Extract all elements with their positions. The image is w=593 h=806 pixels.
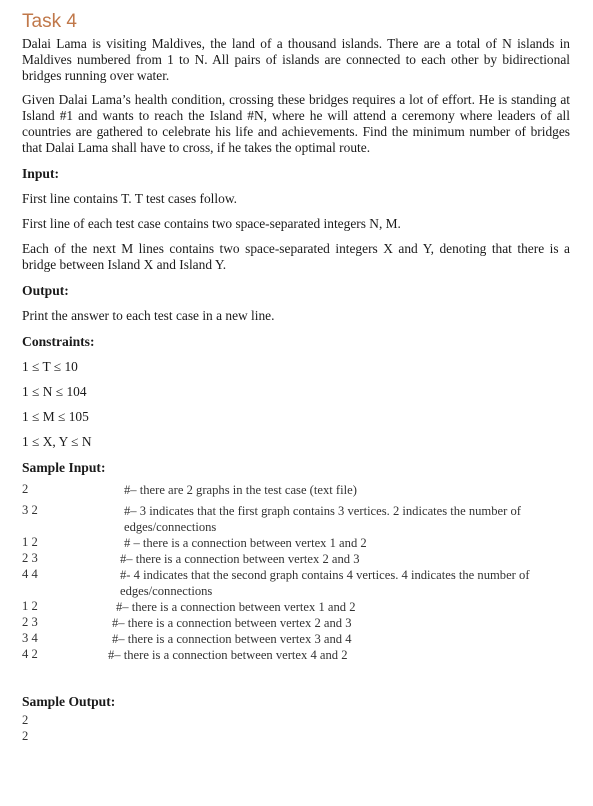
sample-input-comment: #– 3 indicates that the first graph contains 3 vertices. 2 indicates the number of edges/connections xyxy=(124,504,521,534)
sample-input-comment: #– there are 2 graphs in the test case (text file) xyxy=(124,483,357,497)
sample-input-value: 3 4 xyxy=(22,631,38,645)
input-line-2: First line of each test case contains two space-separated integers N, M. xyxy=(22,216,401,231)
sample-output-value: 2 xyxy=(22,729,29,743)
sample-input-comment: # – there is a connection between vertex 1 and 2 xyxy=(124,536,367,550)
constraint-t: 1 ≤ T ≤ 10 xyxy=(22,359,78,374)
sample-input-value: 2 xyxy=(22,482,29,496)
sample-input-value: 1 2 xyxy=(22,599,38,613)
sample-output-value: 2 xyxy=(22,713,29,727)
input-line-3: Each of the next M lines contains two space-separated integers X and Y, denoting that there is a bridge between Island X and Island Y. xyxy=(22,241,570,272)
sample-output-heading: Sample Output: xyxy=(22,694,116,709)
sample-input-comment: #– there is a connection between vertex 2 and 3 xyxy=(112,616,352,630)
sample-input-value: 4 2 xyxy=(22,647,38,661)
constraints-heading: Constraints: xyxy=(22,334,95,349)
output-heading: Output: xyxy=(22,283,69,298)
sample-output-block xyxy=(22,712,570,744)
input-line-1: First line contains T. T test cases follow. xyxy=(22,191,237,206)
sample-input-comment: #– there is a connection between vertex 1 and 2 xyxy=(116,600,356,614)
sample-input-comment: #– there is a connection between vertex 2 and 3 xyxy=(120,552,360,566)
task-document xyxy=(22,10,570,744)
sample-input-value: 4 4 xyxy=(22,567,38,581)
sample-input-block xyxy=(22,482,570,670)
sample-input-value: 2 3 xyxy=(22,615,38,629)
constraint-n: 1 ≤ N ≤ 104 xyxy=(22,384,87,399)
constraint-xy: 1 ≤ X, Y ≤ N xyxy=(22,434,92,449)
description-paragraph-1: Dalai Lama is visiting Maldives, the land of a thousand islands. There are a total of N islands in Maldives numbered from 1 to N. All pairs of islands are connected to each other by bidirectional bridges running over water. xyxy=(22,36,570,83)
sample-input-comment: #- 4 indicates that the second graph contains 4 vertices. 4 indicates the number of edges/connections xyxy=(120,568,530,598)
task-title: Task 4 xyxy=(22,11,77,32)
sample-input-value: 1 2 xyxy=(22,535,38,549)
sample-input-comment: #– there is a connection between vertex 3 and 4 xyxy=(112,632,352,646)
input-heading: Input: xyxy=(22,166,60,181)
sample-input-value: 2 3 xyxy=(22,551,38,565)
sample-input-value: 3 2 xyxy=(22,503,38,517)
sample-input-comment: #– there is a connection between vertex 4 and 2 xyxy=(108,648,348,662)
constraint-m: 1 ≤ M ≤ 105 xyxy=(22,409,89,424)
sample-input-heading: Sample Input: xyxy=(22,460,106,475)
description-paragraph-2: Given Dalai Lama’s health condition, crossing these bridges requires a lot of effort. He is standing at Island #1 and wants to reach the Island #N, where he will attend a ceremony where leaders of all countries are gathered to celebrate his life and achievements. Find the minimum number of bridges that Dalai Lama shall have to cross, if he takes the optimal route. xyxy=(22,92,570,155)
output-line: Print the answer to each test case in a new line. xyxy=(22,308,275,323)
